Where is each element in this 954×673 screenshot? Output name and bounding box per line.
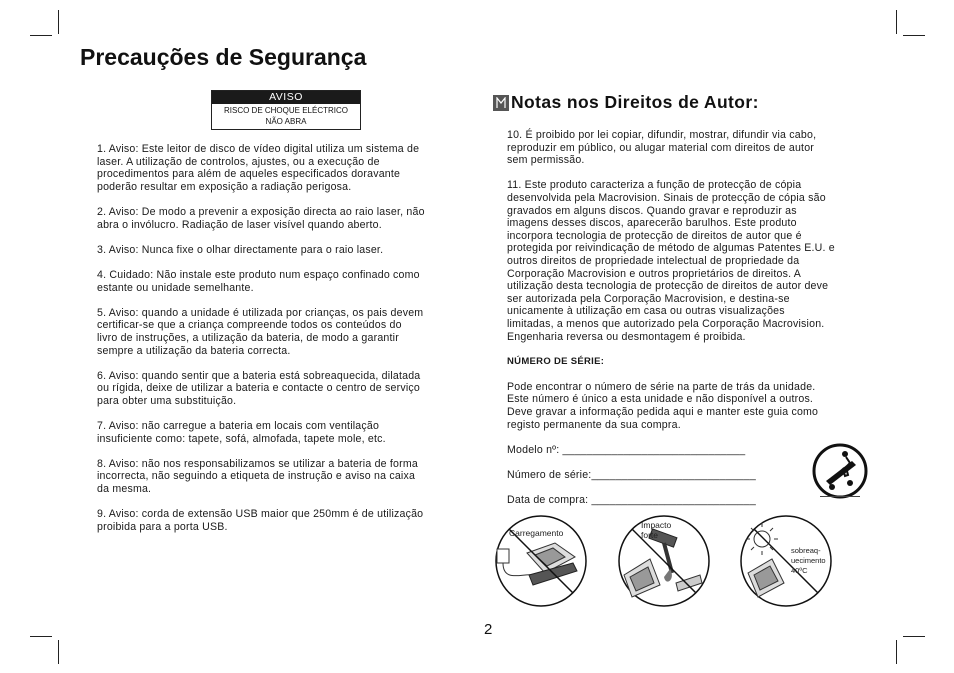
serial-number-heading: NÚMERO DE SÉRIE: (507, 355, 605, 367)
precaution-item: 1. Aviso: Este leitor de disco de vídeo digital utiliza um sistema de laser. A utilização de controlos, ajustes, ou a execução de procedimentos para além de aqueles especificados doravante poderão resultar em exposição a radiação perigosa. (97, 143, 420, 193)
safety-precautions-list (97, 143, 465, 546)
crop-mark (896, 10, 897, 34)
warning-label-line: RISCO DE CHOQUE ELÉCTRICO (223, 106, 348, 115)
warning-label-header: AVISO (212, 91, 360, 104)
precaution-item: 2. Aviso: De modo a prevenir a exposição directa ao raio laser, não abra o invólucro. Radiação de laser visível quando aberto. (97, 205, 425, 231)
precaution-item: 8. Aviso: não nos responsabilizamos se utilizar a bateria de forma incorrecta, não seguindo a etiqueta de instrução e aviso na caixa da mesma. (97, 457, 418, 496)
purchase-date-field: Data de compra: ___________________________ (507, 494, 756, 507)
precaution-item: 5. Aviso: quando a unidade é utilizada por crianças, os pais devem certificar-se que a criança compreende todos os conteúdos do livro de instruções, a utilização da bateria, de modo a garantir sempre a utilização da bateria correcta. (97, 306, 424, 357)
charging-label: Carregamento (509, 528, 564, 538)
precaution-item: 6. Aviso: quando sentir que a bateria está sobreaquecida, dilatada ou rígida, deixe de utilizar a bateria e contacte o centro de serviço para obter uma substituição. (97, 369, 421, 407)
warning-label (211, 90, 361, 130)
precaution-item: 3. Aviso: Nunca fixe o olhar directamente para o raio laser. (97, 243, 384, 256)
crop-mark (30, 35, 52, 36)
overheating-label: sobreaq- uecimento 40ºC (791, 546, 826, 575)
copyright-notes-title-text: Notas nos Direitos de Autor: (511, 92, 759, 112)
precaution-item: 9. Aviso: corda de extensão USB maior que 250mm é de utilização proibida para a porta USB. (97, 508, 424, 533)
serial-number-text: Pode encontrar o número de série na parte de trás da unidade. Este número é único a esta unidade e não disponível a outros. Deve gravar a informação pedida aqui e manter este guia como registo permanente da sua compra. (507, 380, 819, 431)
crop-mark (30, 636, 52, 637)
crop-mark (58, 10, 59, 34)
page-title: Precauções de Segurança (80, 44, 367, 70)
no-cart-tipover-icon (812, 443, 868, 499)
copyright-notice-icon (493, 95, 509, 111)
crop-mark (903, 35, 925, 36)
copyright-item: 11. Este produto caracteriza a função de protecção de cópia desenvolvida pela Macrovision. Sinais de protecção de cópia são gravados em alguns discos. Quando gravar e reproduzir as imagens desses discos, aparecerão barulhos. Este produto incorpora tecnologia de protecção de direitos de autor que é protegida por reivindicação de método de algumas Patentes E.U. e outros direitos de propriedade intelectual de propriedade da Corporação Macrovision e outros proprietários de direitos. A utilização desta tecnologia de protecção de direitos de autor deve ser autorizada pela Corporação Macrovision, e destina-se unicamente à utilização em casa ou outras visualizações limitadas, a menos que autorizado pela Corporação Macrovision. Engenharia reversa ou desmontagem é proibida. (507, 179, 835, 343)
copyright-item: 10. É proibido por lei copiar, difundir, mostrar, difundir via cabo, reproduzir em público, ou alugar material com direitos de autor sem permissão. (507, 129, 817, 167)
warning-label-line: NÃO ABRA (265, 117, 307, 126)
page-number: 2 (484, 621, 493, 638)
precaution-item: 4. Cuidado: Não instale este produto num espaço confinado como estante ou unidade semelhante. (97, 268, 420, 294)
pictogram-base-line (820, 496, 860, 497)
serial-field: Número de série:___________________________ (507, 469, 756, 482)
crop-mark (903, 636, 925, 637)
impact-label: Impacto forte (641, 520, 672, 540)
warning-label-body (212, 104, 360, 129)
precaution-item: 7. Aviso: não carregue a bateria em locais com ventilação insuficiente como: tapete, sofá, almofada, tapete mole, etc. (97, 420, 386, 445)
model-field: Modelo nº: ______________________________ (507, 443, 746, 456)
crop-mark (896, 640, 897, 664)
crop-mark (58, 640, 59, 664)
copyright-notes-title (493, 92, 759, 113)
